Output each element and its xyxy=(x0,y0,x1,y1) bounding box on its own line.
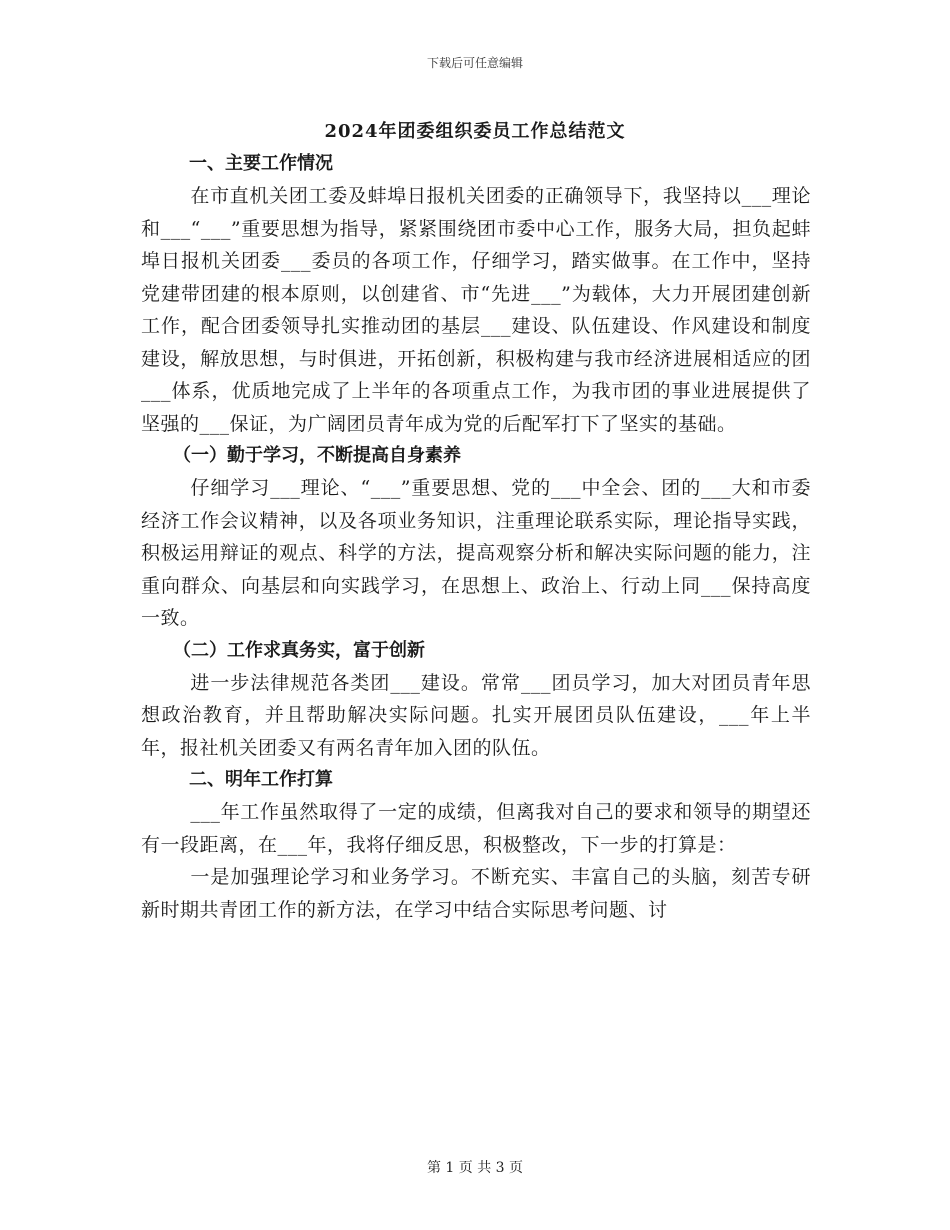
page-number-footer: 第 1 页 共 3 页 xyxy=(426,1160,524,1176)
section-heading-next-year-plan: 二、明年工作打算 xyxy=(189,769,333,790)
document-body xyxy=(141,148,811,926)
subsection-heading-study: （一）勤于学习，不断提高自身素养 xyxy=(173,445,461,466)
document-title: 2024年团委组织委员工作总结范文 xyxy=(324,121,626,142)
paragraph-plan-item-one: 一是加强理论学习和业务学习。不断充实、丰富自己的头脑，刻苦专研新时期共青团工作的新方法，在学习中结合实际思考问题、讨 xyxy=(141,866,811,921)
paragraph-study: 仔细学习___理论、“___”重要思想、党的___中全会、团的___大和市委经济工作会议精神，以及各项业务知识，注重理论联系实际，理论指导实践，积极运用辩证的观点、科学的方法，提高观察分析和解决实际问题的能力，注重向群众、向基层和向实践学习，在思想上、政治上、行动上同___保持高度一致。 xyxy=(141,477,811,629)
header-note: 下载后可任意编辑 xyxy=(426,56,523,70)
paragraph-innovation: 进一步法律规范各类团___建设。常常___团员学习，加大对团员青年思想政治教育，并且帮助解决实际问题。扎实开展团员队伍建设，___年上半年，报社机关团委又有两名青年加入团的队伍。 xyxy=(141,671,811,759)
subsection-heading-innovation: （二）工作求真务实，富于创新 xyxy=(173,639,425,661)
paragraph-main-work: 在市直机关团工委及蚌埠日报机关团委的正确领导下，我坚持以___理论和___“___”重要思想为指导，紧紧围绕团市委中心工作，服务大局，担负起蚌埠日报机关团委___委员的各项工作，仔细学习，踏实做事。在工作中，坚持党建带团建的根本原则，以创建省、市“先进___”为载体，大力开展团建创新工作，配合团委领导扎实推动团的基层___建设、队伍建设、作风建设和制度建设，解放思想，与时俱进，开拓创新，积极构建与我市经济进展相适应的团___体系，优质地完成了上半年的各项重点工作，为我市团的事业进展提供了坚强的___保证，为广阔团员青年成为党的后配军打下了坚实的基础。 xyxy=(141,185,811,435)
section-heading-main-work: 一、主要工作情况 xyxy=(189,153,333,174)
paragraph-plan-intro: ___年工作虽然取得了一定的成绩，但离我对自己的要求和领导的期望还有一段距离，在___年，我将仔细反思，积极整改，下一步的打算是： xyxy=(141,801,811,856)
